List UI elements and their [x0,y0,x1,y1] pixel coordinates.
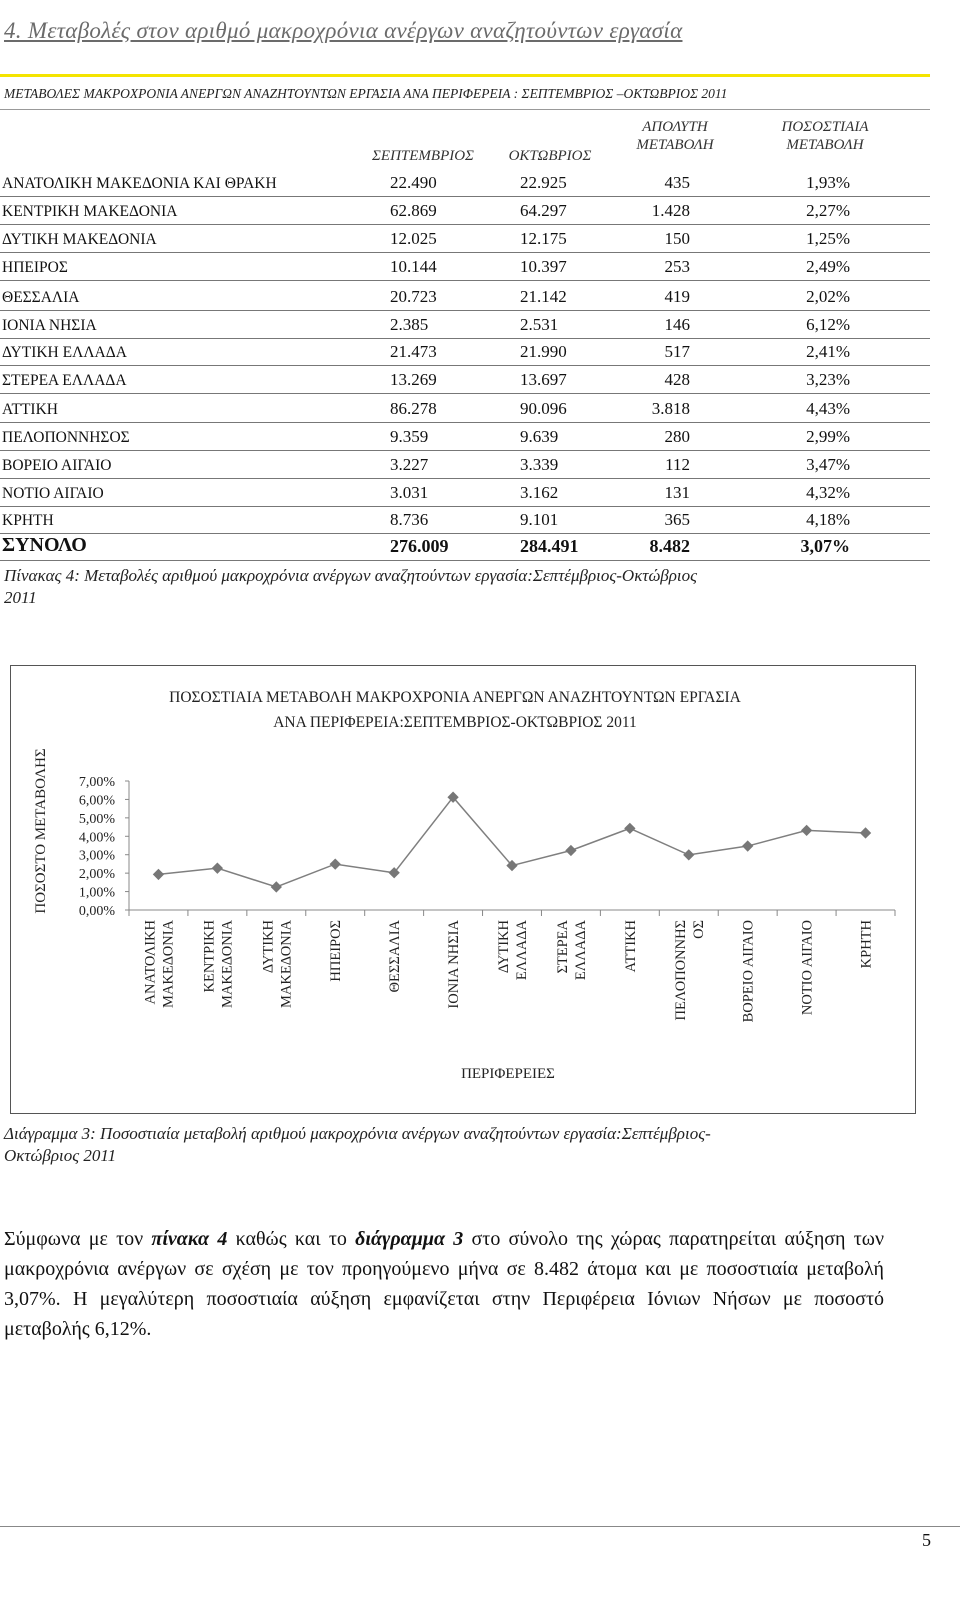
x-tick-label: ΒΟΡΕΙΟ ΑΙΓΑΙΟ [740,920,757,1023]
header-percent-line1: ΠΟΣΟΣΤΙΑΙΑ [781,119,869,135]
x-tick-label: ΑΤΤΙΚΗ [622,920,639,973]
body-emphasis-chart: διάγραμμα 3 [355,1228,464,1250]
absolute-change: 3.818 [651,399,690,418]
body-emphasis-table: πίνακα 4 [151,1228,228,1250]
data-point [624,823,635,834]
chart-caption-line2: Οκτώβριος 2011 [4,1146,117,1165]
chart-caption [4,1123,711,1167]
header-absolute-change [610,118,740,154]
absolute-change: 435 [664,173,690,192]
table-row [0,168,930,197]
total-label: ΣΥΝΟΛΟ [2,534,87,556]
total-october: 284.491 [520,536,579,556]
data-point [860,827,871,838]
chart-frame [10,665,916,1114]
october-value: 22.925 [520,173,567,192]
y-tick-label: 0,00% [78,904,115,919]
yellow-rule-top [0,74,930,77]
table-row [0,450,930,479]
september-value: 12.025 [390,229,437,248]
table-caption-line2: 2011 [4,588,37,607]
september-value: 3.031 [390,483,429,502]
region-name: ΑΤΤΙΚΗ [2,401,58,418]
september-value: 9.359 [390,427,429,446]
october-value: 10.397 [520,257,567,276]
x-tick-label: ΕΛΛΑΔΑ [514,920,530,981]
region-name: ΙΟΝΙΑ ΝΗΣΙΑ [2,317,97,334]
body-text-part1: Σύμφωνα με τον [4,1228,152,1250]
region-name: ΝΟΤΙΟ ΑΙΓΑΙΟ [2,485,104,502]
chart-title-line2: ΑΝΑ ΠΕΡΙΦΕΡΕΙΑ:ΣΕΠΤΕΜΒΡΙΟΣ-ΟΚΤΩΒΡΙΟΣ 2011 [273,714,637,731]
x-tick-label: ΗΠΕΙΡΟΣ [328,920,345,982]
percent-change: 2,02% [806,287,850,306]
percent-change: 3,23% [806,370,850,389]
y-tick-label: 1,00% [78,885,115,901]
absolute-change: 112 [665,455,690,474]
table-row [0,365,930,394]
header-september: ΣΕΠΤΕΜΒΡΙΟΣ [372,148,474,164]
total-percent: 3,07% [800,536,850,556]
x-tick-label: ΔΥΤΙΚΗ [496,920,512,974]
absolute-change: 280 [664,427,690,446]
october-value: 90.096 [520,399,567,418]
table-row [0,224,930,253]
body-paragraph [4,1224,884,1344]
data-point [212,863,223,874]
total-absolute: 8.482 [649,536,690,556]
table-caption [4,565,697,609]
table-title: ΜΕΤΑΒΟΛΕΣ ΜΑΚΡΟΧΡΟΝΙΑ ΑΝΕΡΓΩΝ ΑΝΑΖΗΤΟΥΝΤΩΝ ΕΡΓΑΣΙΑ ΑΝΑ ΠΕΡΙΦΕΡΕΙΑ : ΣΕΠΤΕΜΒΡΙΟΣ –ΟΚΤΩΒΡΙΟΣ 2011 [4,86,728,101]
x-tick-label: ΟΣ [690,920,707,939]
page-number: 5 [922,1530,931,1550]
table-row [0,394,930,423]
data-point [271,881,282,892]
percent-change: 4,18% [806,510,850,529]
y-tick-label: 6,00% [78,793,115,809]
october-value: 3.339 [520,455,559,474]
october-value: 2.531 [520,315,559,334]
september-value: 20.723 [390,287,437,306]
percent-change: 1,93% [806,173,850,192]
x-tick-label: ΑΝΑΤΟΛΙΚΗ [142,920,159,1005]
y-tick-label: 3,00% [78,848,115,864]
october-value: 64.297 [520,201,567,220]
y-tick-label: 5,00% [78,811,115,827]
october-value: 21.142 [520,287,567,306]
header-percent-change [760,118,890,154]
y-axis-label: ΠΟΣΟΣΤΟ ΜΕΤΑΒΟΛΗΣ [33,748,49,914]
x-tick-label: ΣΤΕΡΕΑ [554,920,571,974]
october-value: 13.697 [520,370,567,389]
chart-title-line1: ΠΟΣΟΣΤΙΑΙΑ ΜΕΤΑΒΟΛΗ ΜΑΚΡΟΧΡΟΝΙΑ ΑΝΕΡΓΩΝ ΑΝΑΖΗΤΟΥΝΤΩΝ ΕΡΓΑΣΙΑ [169,689,741,706]
x-tick-label: ΜΑΚΕΔΟΝΙΑ [160,920,177,1008]
percent-change: 2,27% [806,201,850,220]
september-value: 8.736 [390,510,429,529]
region-name: ΠΕΛΟΠΟΝΝΗΣΟΣ [2,429,130,446]
percent-change: 4,43% [806,399,850,418]
region-name: ΒΟΡΕΙΟ ΑΙΓΑΙΟ [2,457,112,474]
table-row [0,310,930,339]
data-point [742,840,753,851]
region-name: ΚΡΗΤΗ [2,512,54,529]
percent-change: 1,25% [806,229,850,248]
x-tick-label: ΠΕΛΟΠΟΝΝΗΣ [672,920,689,1021]
september-value: 86.278 [390,399,437,418]
absolute-change: 253 [664,257,690,276]
october-value: 21.990 [520,342,567,361]
table-title-rule [0,109,930,110]
region-name: ΑΝΑΤΟΛΙΚΗ ΜΑΚΕΔΟΝΙΑ ΚΑΙ ΘΡΑΚΗ [2,175,277,192]
data-point [565,845,576,856]
header-percent-line2: ΜΕΤΑΒΟΛΗ [786,137,864,153]
x-tick-label: ΜΑΚΕΔΟΝΙΑ [278,920,295,1008]
absolute-change: 150 [664,229,690,248]
absolute-change: 146 [664,315,690,334]
line-chart [11,666,915,1113]
table-row [0,505,930,534]
october-value: 9.639 [520,427,559,446]
table-row [0,478,930,507]
data-point [330,858,341,869]
y-tick-label: 7,00% [78,775,115,790]
table-row [0,422,930,451]
absolute-change: 419 [664,287,690,306]
september-value: 62.869 [390,201,437,220]
series-line [158,797,865,887]
region-name: ΗΠΕΙΡΟΣ [2,259,68,276]
percent-change: 2,41% [806,342,850,361]
chart-caption-line1: Διάγραμμα 3: Ποσοστιαία μεταβολή αριθμού μακροχρόνια ανέργων αναζητούντων εργασία:Σεπτέμβριος- [4,1124,711,1143]
october-value: 3.162 [520,483,559,502]
data-point [153,869,164,880]
x-tick-label: ΜΑΚΕΔΟΝΙΑ [219,920,236,1008]
september-value: 2.385 [390,315,429,334]
october-value: 9.101 [520,510,559,529]
region-name: ΣΤΕΡΕΑ ΕΛΛΑΔΑ [2,372,127,389]
september-value: 13.269 [390,370,437,389]
y-tick-label: 2,00% [78,867,115,883]
table-row [0,196,930,225]
body-text-part3: στο σύνολο της χώρας παρατηρείται αύξηση των μακροχρόνια ανέργων σε σχέση με τον προηγούμενο μήνα σε 8.482 άτομα και με ποσοστιαία μεταβολή 3,07%. Η μεγαλύτερη ποσοστιαία αύξηση εμφανίζεται στην Περιφέρεια Ιόνιων Νήσων με ποσοστό μεταβολής 6,12%. [4,1228,884,1340]
header-october: ΟΚΤΩΒΡΙΟΣ [508,148,592,164]
section-heading: 4. Μεταβολές στον αριθμό μακροχρόνια ανέργων αναζητούντων εργασία [4,18,683,43]
percent-change: 4,32% [806,483,850,502]
region-name: ΔΥΤΙΚΗ ΕΛΛΑΔΑ [2,344,127,361]
absolute-change: 517 [664,342,690,361]
percent-change: 6,12% [806,315,850,334]
october-value: 12.175 [520,229,567,248]
table-row [0,282,930,311]
percent-change: 2,99% [806,427,850,446]
total-september: 276.009 [390,536,449,556]
x-tick-label: ΘΕΣΣΑΛΙΑ [387,920,404,993]
september-value: 10.144 [390,257,437,276]
table-caption-line1: Πίνακας 4: Μεταβολές αριθμού μακροχρόνια ανέργων αναζητούντων εργασία:Σεπτέμβριος-Οκτώβριος [4,566,698,585]
header-absolute-line1: ΑΠΟΛΥΤΗ [642,119,708,135]
region-name: ΚΕΝΤΡΙΚΗ ΜΑΚΕΔΟΝΙΑ [2,203,178,220]
table-row [0,252,930,281]
x-axis-label: ΠΕΡΙΦΕΡΕΙΕΣ [461,1066,555,1082]
september-value: 22.490 [390,173,437,192]
absolute-change: 365 [664,510,690,529]
data-point [801,825,812,836]
region-name: ΔΥΤΙΚΗ ΜΑΚΕΔΟΝΙΑ [2,231,157,248]
footer-rule [0,1526,960,1527]
body-text-part2: καθώς και το [227,1228,356,1250]
x-tick-label: ΚΡΗΤΗ [858,920,875,969]
percent-change: 3,47% [806,455,850,474]
data-point [683,849,694,860]
x-tick-label: ΕΛΛΑΔΑ [572,920,589,981]
absolute-change: 1.428 [651,201,690,220]
september-value: 3.227 [390,455,429,474]
september-value: 21.473 [390,342,437,361]
y-tick-label: 4,00% [78,830,115,846]
percent-change: 2,49% [806,257,850,276]
header-absolute-line2: ΜΕΤΑΒΟΛΗ [636,137,714,153]
table-row [0,337,930,366]
x-tick-label: ΙΟΝΙΑ ΝΗΣΙΑ [446,920,463,1009]
x-tick-label: ΝΟΤΙΟ ΑΙΓΑΙΟ [799,920,816,1016]
region-name: ΘΕΣΣΑΛΙΑ [2,289,80,306]
absolute-change: 428 [664,370,690,389]
x-tick-label: ΔΥΤΙΚΗ [260,920,277,974]
x-tick-label: ΚΕΝΤΡΙΚΗ [201,920,218,993]
table-row-total [0,532,930,561]
absolute-change: 131 [664,483,690,502]
